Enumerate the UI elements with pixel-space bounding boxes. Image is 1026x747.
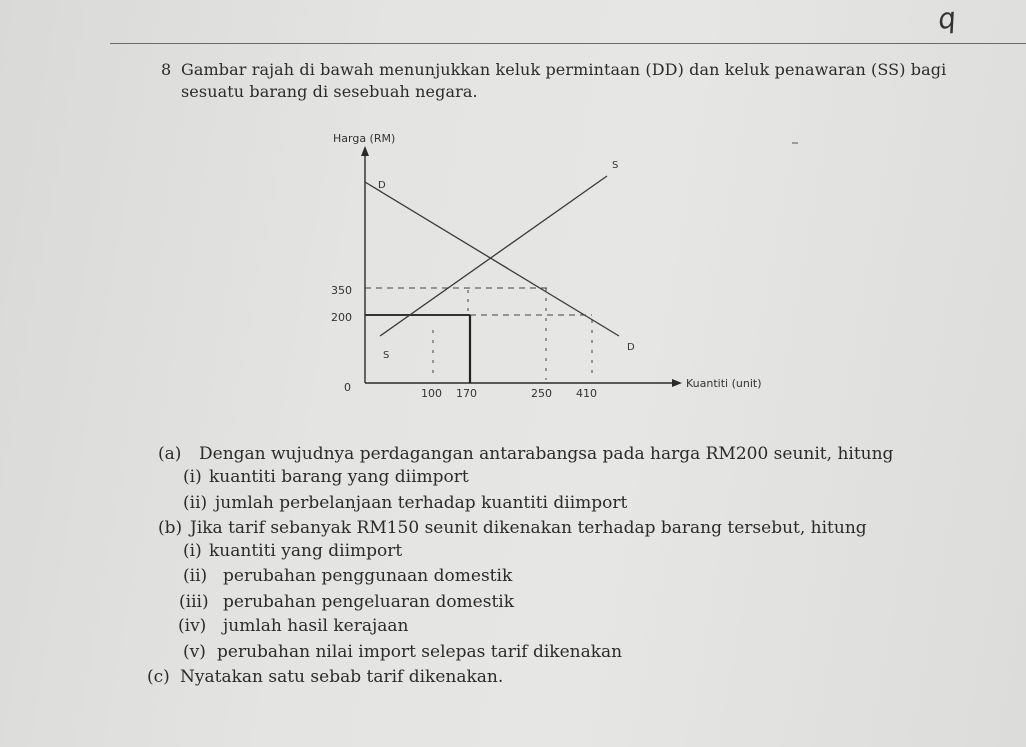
x-tick-label: 410 bbox=[576, 387, 597, 400]
demand-label-start: D bbox=[378, 180, 386, 191]
part-b-v-text: perubahan nilai import selepas tarif dikenakan bbox=[217, 642, 623, 662]
demand-label-end: D bbox=[627, 342, 635, 353]
part-b-ii-text: perubahan penggunaan domestik bbox=[223, 566, 513, 586]
part-c-label: (c) bbox=[147, 667, 170, 687]
y-axis-arrow bbox=[361, 146, 369, 156]
part-a-ii-text: jumlah perbelanjaan terhadap kuantiti diimport bbox=[215, 493, 628, 513]
supply-label-end: S bbox=[612, 160, 619, 171]
part-b-ii-label: (ii) bbox=[183, 566, 208, 586]
part-b-iii-label: (iii) bbox=[179, 592, 209, 612]
part-a-label: (a) bbox=[158, 444, 182, 464]
part-c-text: Nyatakan satu sebab tarif dikenakan. bbox=[180, 667, 504, 687]
part-a-text: Dengan wujudnya perdagangan antarabangsa pada harga RM200 seunit, hitung bbox=[199, 444, 894, 464]
part-b-iv-label: (iv) bbox=[178, 616, 207, 636]
question-stem-line1: Gambar rajah di bawah menunjukkan keluk permintaan (DD) dan keluk penawaran (SS) bagi bbox=[181, 60, 947, 79]
origin-label: 0 bbox=[344, 381, 351, 394]
x-tick-label: 250 bbox=[531, 387, 552, 400]
supply-label-start: S bbox=[383, 350, 390, 361]
part-b-iii-text: perubahan pengeluaran domestik bbox=[223, 592, 515, 612]
question-number: 8 bbox=[161, 60, 172, 79]
part-b-text: Jika tarif sebanyak RM150 seunit dikenakan terhadap barang tersebut, hitung bbox=[190, 518, 867, 538]
part-b-iv-text: jumlah hasil kerajaan bbox=[223, 616, 409, 636]
part-b-v-label: (v) bbox=[183, 642, 206, 662]
demand-curve bbox=[365, 182, 619, 336]
part-b-label: (b) bbox=[158, 518, 183, 538]
handwritten-mark: q bbox=[935, 0, 958, 37]
x-axis-label: Kuantiti (unit) bbox=[686, 377, 762, 390]
x-tick-label: 100 bbox=[421, 387, 442, 400]
part-a-ii-label: (ii) bbox=[183, 493, 208, 513]
y-axis-label: Harga (RM) bbox=[333, 132, 396, 145]
supply-curve bbox=[380, 176, 607, 336]
y-tick-label: 350 bbox=[331, 284, 352, 297]
part-a-i-label: (i) bbox=[183, 467, 202, 487]
x-tick-label: 170 bbox=[456, 387, 477, 400]
x-axis-arrow bbox=[672, 379, 682, 387]
question-stem-line2: sesuatu barang di sesebuah negara. bbox=[181, 82, 478, 101]
y-tick-label: 200 bbox=[331, 311, 352, 324]
part-b-i-label: (i) bbox=[183, 541, 202, 561]
part-b-i-text: kuantiti yang diimport bbox=[209, 541, 403, 561]
part-a-i-text: kuantiti barang yang diimport bbox=[209, 467, 469, 487]
